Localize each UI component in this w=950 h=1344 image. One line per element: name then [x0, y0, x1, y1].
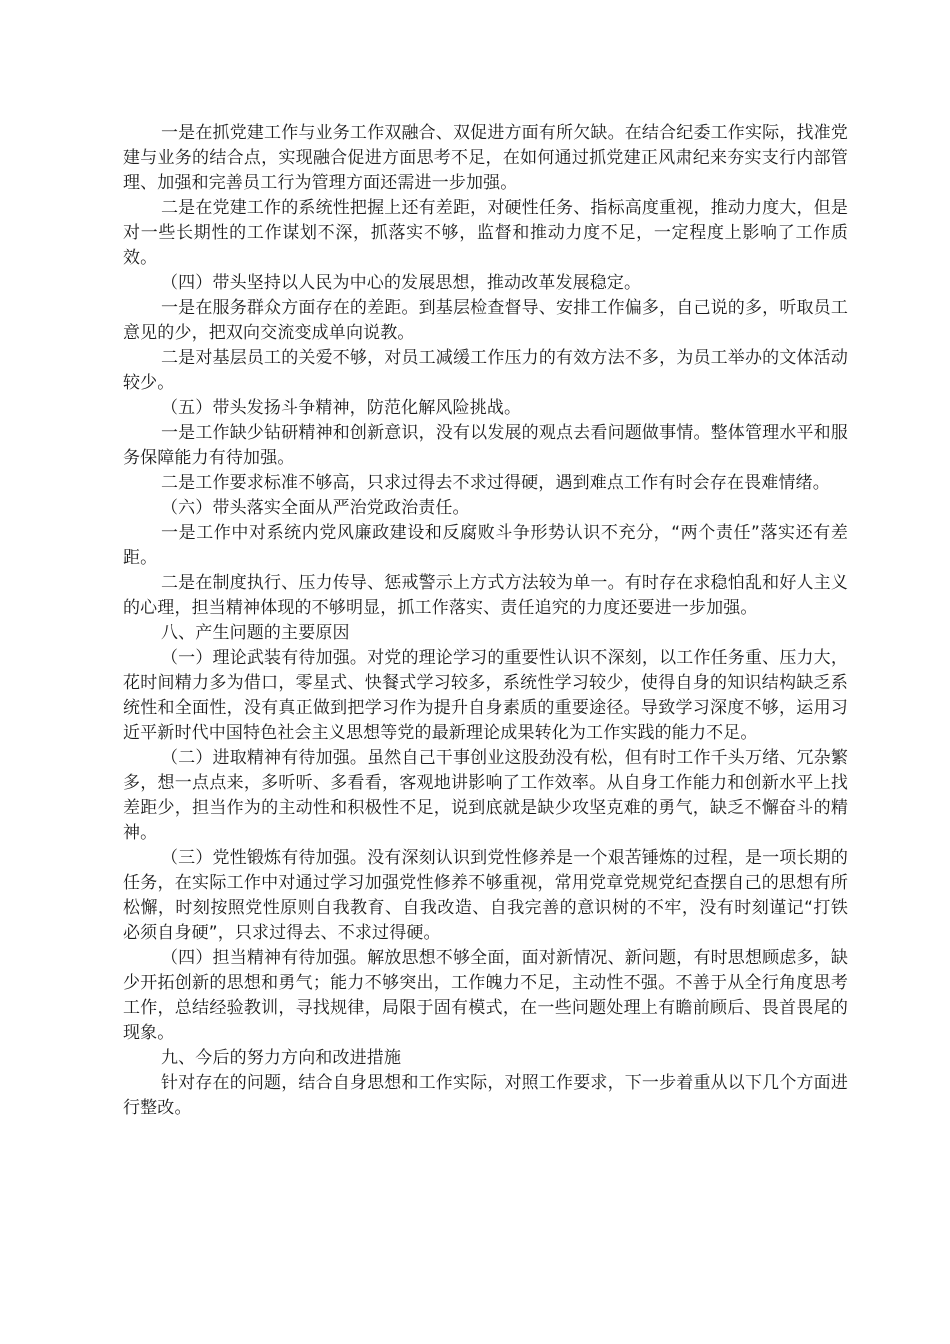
paragraph: （一）理论武装有待加强。对党的理论学习的重要性认识不深刻，以工作任务重、压力大，花时间精力多为借口，零星式、快餐式学习较多，系统性学习较少，使得自身的知识结构缺乏系统性和全面性，没有真正做到把学习作为提升自身素质的重要途径。导致学习深度不够，运用习近平新时代中国特色社会主义思想等党的最新理论成果转化为工作实践的能力不足。 [123, 648, 848, 743]
paragraph: 二是在制度执行、压力传导、惩戒警示上方式方法较为单一。有时存在求稳怕乱和好人主义的心理，担当精神体现的不够明显，抓工作落实、责任追究的力度还要进一步加强。 [123, 573, 848, 618]
section-heading: 八、产生问题的主要原因 [161, 623, 350, 643]
paragraph: （二）进取精神有待加强。虽然自己干事创业这股劲没有松，但有时工作千头万绪、冗杂繁多，想一点点来，多听听、多看看，客观地讲影响了工作效率。从自身工作能力和创新水平上找差距少，担当作为的主动性和积极性不足，说到底就是缺少攻坚克难的勇气，缺乏不懈奋斗的精神。 [123, 748, 848, 843]
paragraph: 针对存在的问题，结合自身思想和工作实际，对照工作要求，下一步着重从以下几个方面进行整改。 [123, 1073, 848, 1118]
paragraph: 一是工作中对系统内党风廉政建设和反腐败斗争形势认识不充分，“两个责任”落实还有差距。 [123, 523, 848, 568]
paragraph: 二是对基层员工的关爱不够，对员工减缓工作压力的有效方法不多，为员工举办的文体活动较少。 [123, 348, 848, 393]
paragraph: 二是工作要求标准不够高，只求过得去不求过得硬，遇到难点工作有时会存在畏难情绪。 [161, 473, 830, 493]
paragraph: （三）党性锻炼有待加强。没有深刻认识到党性修养是一个艰苦锤炼的过程，是一项长期的任务，在实际工作中对通过学习加强党性修养不够重视，常用党章党规党纪查摆自己的思想有所松懈，时刻按照党性原则自我教育、自我改造、自我完善的意识树的不牢，没有时刻谨记“打铁必须自身硬”，只求过得去、不求过得硬。 [123, 848, 848, 943]
section-heading: 九、今后的努力方向和改进措施 [161, 1048, 402, 1068]
document-body [123, 121, 848, 1121]
section-subheading: （六）带头落实全面从严治党政治责任。 [161, 498, 470, 518]
paragraph: （四）担当精神有待加强。解放思想不够全面，面对新情况、新问题，有时思想顾虑多，缺少开拓创新的思想和勇气；能力不够突出，工作魄力不足，主动性不强。不善于从全行角度思考工作，总结经验教训，寻找规律，局限于固有模式，在一些问题处理上有瞻前顾后、畏首畏尾的现象。 [123, 948, 848, 1043]
paragraph: 二是在党建工作的系统性把握上还有差距，对硬性任务、指标高度重视，推动力度大，但是对一些长期性的工作谋划不深，抓落实不够，监督和推动力度不足，一定程度上影响了工作质效。 [123, 198, 848, 268]
paragraph: 一是在服务群众方面存在的差距。到基层检查督导、安排工作偏多，自己说的多，听取员工意见的少，把双向交流变成单向说教。 [123, 298, 848, 343]
section-subheading: （四）带头坚持以人民为中心的发展思想，推动改革发展稳定。 [161, 273, 642, 293]
paragraph: 一是工作缺少钻研精神和创新意识，没有以发展的观点去看问题做事情。整体管理水平和服务保障能力有待加强。 [123, 423, 848, 468]
section-subheading: （五）带头发扬斗争精神，防范化解风险挑战。 [161, 398, 522, 418]
paragraph: 一是在抓党建工作与业务工作双融合、双促进方面有所欠缺。在结合纪委工作实际，找准党建与业务的结合点，实现融合促进方面思考不足，在如何通过抓党建正风肃纪来夯实支行内部管理、加强和完善员工行为管理方面还需进一步加强。 [123, 123, 848, 193]
